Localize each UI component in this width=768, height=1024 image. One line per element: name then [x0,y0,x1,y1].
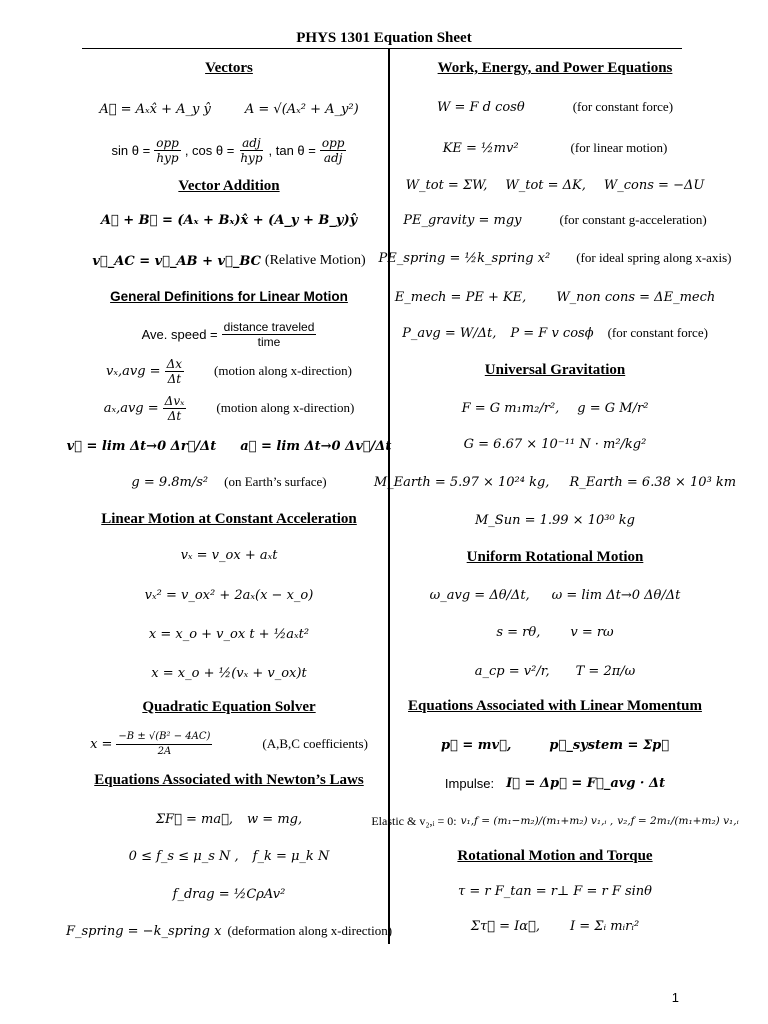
g-eq: g = 9.8m/s² [131,474,209,490]
power-note: (for constant force) [607,325,708,340]
quadratic-row [70,724,388,764]
work-energy-row [390,168,720,202]
spring-force-note: (deformation along x-direction) [227,923,393,938]
avg-speed-row [70,314,388,354]
spring-force-row [65,914,393,948]
relative-motion-note: (Relative Motion) [264,253,366,268]
rotation-heading: Uniform Rotational Motion [466,549,644,565]
vector-addition-heading: Vector Addition [178,178,280,194]
tangential-speed-eq: v = rω [570,624,614,640]
elastic-row [371,804,739,838]
period-eq: T = 2π/ω [575,663,636,679]
pe-gravity-row [390,203,720,237]
quadratic-heading: Quadratic Equation Solver [142,699,316,715]
avg-angular-velocity-eq: ω_avg = Δθ/Δt, [429,587,530,603]
earth-mass-eq: M_Earth = 5.97 × 10²⁴ kg, [373,474,550,490]
a-avg-label: aₓ,avg = [103,400,159,416]
newton-second-law-eq: ΣF⃗ = ma⃗, [155,811,234,827]
arc-length-row [390,615,720,649]
ke-note: (for linear motion) [570,140,668,155]
newton-eq1-row [70,802,388,836]
work-energy-theorem-eq: W_tot = ΔK, [505,177,586,193]
impulse-eq: I⃗ = Δp⃗ = F⃗_avg · Δt [506,775,666,791]
work-note: (for constant force) [572,99,674,114]
sin-label: sin θ = [111,142,151,158]
impulse-row [390,766,720,800]
gravitation-g-eq: g = G M/r² [577,400,649,416]
quadratic-fraction: $\frac{\text{−B ± √(B² − 4AC)}}{2A}$ [118,730,211,757]
earth-radius-eq: R_Earth = 6.38 × 10³ km [569,474,737,490]
tan-fraction: opp adj [321,135,345,165]
centripetal-accel-eq: a_cp = v²/r, [474,663,550,679]
sin-fraction: opp hyp [156,135,179,165]
vector-components-eq: A⃗ = Aₓx̂ + A_y ŷ [99,101,211,117]
sun-row [390,503,720,537]
const-accel-eq4-row [70,656,388,690]
vector-sum-row [70,203,388,237]
v-avg-fraction: $\frac{\Delta x}{\Delta t}$ [166,356,183,386]
a-avg-note: (motion along x-direction) [216,400,355,415]
friction-row [70,839,388,873]
avg-speed-label: Ave. speed = [141,326,218,342]
spring-force-eq: F_spring = −k_spring x [65,923,222,939]
work-eq1-row [390,90,720,124]
pe-gravity-note: (for constant g-acceleration) [559,212,707,227]
system-momentum-eq: p⃗_system = Σp⃗ [549,737,670,753]
elastic-v2f-eq: v₂,f = 2m₁/(m₁+m₂) v₁,ᵢ [617,815,739,827]
pe-spring-eq: PE_spring = ½k_spring x² [378,250,551,266]
trig-row [70,130,388,170]
pe-spring-note: (for ideal spring along x-axis) [576,250,732,265]
static-friction-eq: 0 ≤ f_s ≤ μ_s N , [128,848,239,864]
gravitation-constant-row [390,427,720,461]
pe-gravity-eq: PE_gravity = mgy [403,212,522,228]
a-avg-row [70,391,388,425]
torque-eq2-row [390,906,720,946]
const-accel-eq2: vₓ² = v_ox² + 2aₓ(x − x_o) [144,587,314,603]
mech-energy-row [390,280,720,314]
power-eq: P = F v cosϕ [510,325,594,341]
g-note: (on Earth’s surface) [224,474,327,489]
momentum-row [390,728,720,762]
gravitation-eq1-row [390,388,720,428]
gravitation-force-eq: F = G m₁m₂/r², [461,400,560,416]
g-row [70,465,388,499]
impulse-label: Impulse: [444,775,495,791]
earth-row [373,465,737,499]
a-avg-fraction: Δvₓ Δt [164,393,185,423]
work-eq: W = F d cosθ [436,99,525,115]
instantaneous-row [66,429,392,463]
v-instantaneous-eq: v⃗ = lim Δt→0 Δr⃗/Δt [66,438,217,454]
torque-heading: Rotational Motion and Torque [457,848,653,864]
inst-angular-velocity-eq: ω = lim Δt→0 Δθ/Δt [551,587,681,603]
linear-defs-heading: General Definitions for Linear Motion [110,289,348,304]
gravitation-constant-eq: G = 6.67 × 10⁻¹¹ N · m²/kg² [463,436,647,452]
drag-eq: f_drag = ½CρAv² [172,886,286,902]
kinetic-friction-eq: f_k = μ_k N [252,848,330,864]
avg-speed-fraction: distance traveled time [223,319,315,349]
torque-eq: τ = r F_tan = r⊥ F = r F sinθ [458,883,652,899]
sun-mass-eq: M_Sun = 1.99 × 10³⁰ kg [474,512,636,528]
pe-spring-row [378,241,732,275]
page-number: 1 [671,990,679,1005]
mech-energy-eq: E_mech = PE + KE, [394,289,527,305]
const-accel-eq1-row [70,538,388,572]
power-row [390,316,720,350]
v-avg-row [70,354,388,388]
const-accel-eq3-row [70,617,388,651]
centripetal-row [390,651,720,691]
angular-velocity-row [390,575,720,615]
weight-eq: w = mg, [247,811,303,827]
arc-length-eq: s = rθ, [496,624,541,640]
torque-eq1-row [390,874,720,908]
tan-label: , tan θ = [268,142,316,158]
quadratic-note: (A,B,C coefficients) [262,736,368,751]
elastic-label: Elastic & v₂,ᵢ = 0: [371,813,457,828]
const-accel-eq3: x = x_o + v_ox t + ½aₓt² [148,626,310,642]
const-accel-heading: Linear Motion at Constant Acceleration [101,511,357,527]
relative-motion-eq: v⃗_AC = v⃗_AB + v⃗_BC [92,253,261,269]
left-column [65,48,393,948]
vector-magnitude-eq: A = √(Aₓ² + A_y²) [244,101,359,117]
a-instantaneous-eq: a⃗ = lim Δt→0 Δv⃗/Δt [240,438,392,454]
work-heading: Work, Energy, and Power Equations [437,60,673,76]
quadratic-label: x = [90,736,113,752]
vector-sum-eq: A⃗ + B⃗ = (Aₓ + Bₓ)x̂ + (A_y + B_y)ŷ [100,212,358,228]
gravitation-heading: Universal Gravitation [484,362,626,378]
rotational-second-law-eq: Στ⃗ = Iα⃗, [470,918,540,934]
vector-components-row [70,92,388,126]
const-accel-eq2-row [70,578,388,612]
moment-of-inertia-eq: I = Σᵢ mᵢrᵢ² [569,918,640,934]
newton-heading: Equations Associated with Newton’s Laws [94,772,364,788]
right-column [371,48,739,948]
const-accel-eq1: vₓ = v_ox + aₓt [180,547,278,563]
conservative-work-eq: W_cons = −ΔU [603,177,705,193]
v-avg-note: (motion along x-direction) [214,363,352,378]
total-work-sum-eq: W_tot = ΣW, [405,177,488,193]
ke-row [390,131,720,165]
vectors-heading: Vectors [205,60,253,76]
cos-fraction: adj hyp [240,135,263,165]
page-title: PHYS 1301 Equation Sheet [296,30,472,46]
v-avg-label: vₓ,avg = [106,363,161,379]
drag-row [70,877,388,911]
avg-power-eq: P_avg = W/Δt, [402,325,497,341]
momentum-eq: p⃗ = mv⃗, [440,737,512,753]
ke-eq: KE = ½mv² [442,140,519,156]
const-accel-eq4: x = x_o + ½(vₓ + v_ox)t [151,665,307,681]
momentum-heading: Equations Associated with Linear Momentum [408,698,702,714]
relative-motion-row [70,244,388,278]
cos-label: , cos θ = [184,142,235,158]
nonconservative-work-eq: W_non cons = ΔE_mech [556,289,716,305]
elastic-v1f-eq: v₁,f = (m₁−m₂)/(m₁+m₂) v₁,ᵢ , [460,815,614,827]
